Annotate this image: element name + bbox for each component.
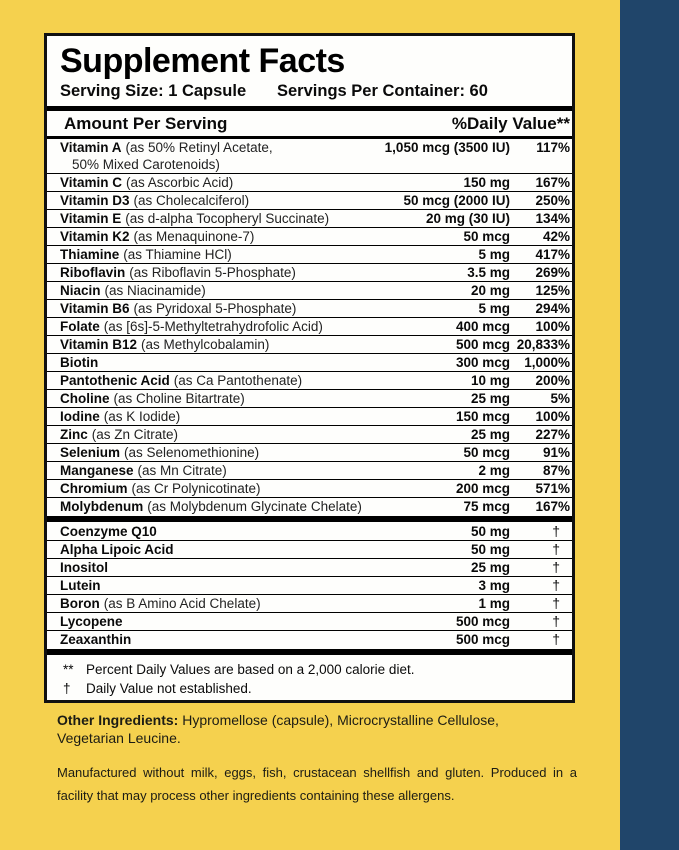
nutrient-name: Thiamine (60, 247, 120, 262)
thick-divider-bottom (47, 649, 572, 655)
supplement-facts-panel (44, 33, 575, 703)
nutrient-form: (as Thiamine HCl) (123, 247, 232, 262)
footnote-daily-values (63, 660, 560, 679)
nutrient-form: (as Ca Pantothenate) (173, 373, 303, 388)
nutrient-row (47, 612, 572, 630)
nutrient-amount: 20 mg (470, 283, 510, 298)
nutrient-amount: 500 mcg (455, 632, 510, 647)
nutrient-amount: 25 mg (470, 560, 510, 575)
nutrient-form: (as Pyridoxal 5-Phosphate) (133, 301, 297, 316)
nutrient-table-section-2 (47, 523, 572, 648)
nutrient-name: Selenium (60, 445, 121, 460)
nutrient-amount: 3.5 mg (467, 265, 510, 280)
nutrient-amount: 200 mcg (455, 481, 510, 496)
nutrient-daily-value: 167% (535, 175, 570, 190)
other-ingredients-text: Hypromellose (capsule), Microcrystalline Cellulose, Vegetarian Leucine. (57, 712, 499, 746)
nutrient-row (47, 227, 572, 245)
nutrient-daily-value: 294% (535, 301, 570, 316)
nutrient-row (47, 461, 572, 479)
nutrient-amount: 3 mg (478, 578, 510, 593)
nutrient-daily-value: † (552, 523, 560, 539)
nutrient-form: (as B Amino Acid Chelate) (103, 596, 261, 611)
nutrient-name: Vitamin K2 (60, 229, 130, 244)
nutrient-row (47, 281, 572, 299)
nutrient-form: (as Ascorbic Acid) (126, 175, 234, 190)
nutrient-row (47, 576, 572, 594)
serving-info-row (60, 81, 560, 102)
nutrient-amount: 25 mg (470, 391, 510, 406)
nutrient-amount: 50 mcg (463, 445, 510, 460)
serving-size: Serving Size: 1 Capsule (60, 82, 247, 100)
nutrient-name: Vitamin D3 (60, 193, 130, 208)
nutrient-row (47, 173, 572, 191)
nutrient-row (47, 245, 572, 263)
amount-column-header: Amount Per Serving (64, 114, 228, 133)
nutrient-form: (as Methylcobalamin) (141, 337, 270, 352)
nutrient-row (47, 630, 572, 648)
other-ingredients-label: Other Ingredients: (57, 712, 179, 728)
nutrient-daily-value: 42% (542, 229, 570, 244)
nutrient-row (47, 594, 572, 612)
nutrient-name: Vitamin E (60, 211, 122, 226)
nutrient-row (47, 540, 572, 558)
nutrient-daily-value: 100% (535, 409, 570, 424)
nutrient-daily-value: † (552, 541, 560, 557)
nutrient-amount: 75 mcg (463, 499, 510, 514)
nutrient-daily-value: 117% (536, 140, 570, 155)
nutrient-daily-value: 269% (535, 265, 570, 280)
nutrient-row (47, 263, 572, 281)
nutrient-form: (as Mn Citrate) (137, 463, 227, 478)
footnote-text: Percent Daily Values are based on a 2,000 calorie diet. (86, 662, 415, 677)
nutrient-row (47, 299, 572, 317)
nutrient-row (47, 139, 572, 173)
nutrient-amount: 20 mg (30 IU) (425, 211, 510, 226)
nutrient-name: Lutein (60, 578, 101, 593)
nutrient-name: Folate (60, 319, 100, 334)
nutrient-name: Manganese (60, 463, 134, 478)
nutrient-daily-value: 227% (535, 427, 570, 442)
nutrient-row (47, 479, 572, 497)
nutrient-daily-value: 134% (535, 211, 570, 226)
nutrient-amount: 500 mcg (455, 337, 510, 352)
nutrient-row (47, 335, 572, 353)
footnote-text: Daily Value not established. (86, 681, 252, 696)
nutrient-name: Chromium (60, 481, 128, 496)
nutrient-amount: 300 mcg (455, 355, 510, 370)
thick-divider-middle (47, 516, 572, 522)
nutrient-daily-value: † (552, 577, 560, 593)
nutrient-row (47, 353, 572, 371)
nutrient-name: Biotin (60, 355, 99, 370)
nutrient-name: Pantothenic Acid (60, 373, 170, 388)
nutrient-name: Vitamin B12 (60, 337, 138, 352)
nutrient-form: (as Riboflavin 5-Phosphate) (129, 265, 296, 280)
nutrient-amount: 5 mg (478, 301, 510, 316)
nutrient-daily-value: † (552, 559, 560, 575)
nutrient-amount: 400 mcg (455, 319, 510, 334)
nutrient-name: Vitamin C (60, 175, 123, 190)
nutrient-daily-value: 91% (542, 445, 570, 460)
other-ingredients (57, 712, 537, 747)
nutrient-name: Inositol (60, 560, 108, 575)
nutrient-amount: 50 mg (470, 542, 510, 557)
nutrient-form: (as 50% Retinyl Acetate, (125, 140, 273, 155)
nutrient-daily-value: 125% (535, 283, 570, 298)
nutrient-daily-value: 417% (535, 247, 570, 262)
nutrient-name: Alpha Lipoic Acid (60, 542, 174, 557)
nutrient-daily-value: 571% (535, 481, 570, 496)
nutrient-daily-value: † (552, 613, 560, 629)
nutrient-row (47, 371, 572, 389)
nutrient-name: Coenzyme Q10 (60, 524, 157, 539)
nutrient-row (47, 443, 572, 461)
nutrient-form: (as Niacinamide) (104, 283, 206, 298)
nutrient-form: (as K Iodide) (103, 409, 181, 424)
panel-title: Supplement Facts (60, 42, 345, 80)
nutrient-row (47, 425, 572, 443)
nutrient-row (47, 191, 572, 209)
nutrient-form: (as Cholecalciferol) (133, 193, 250, 208)
nutrient-name: Riboflavin (60, 265, 126, 280)
nutrient-row (47, 558, 572, 576)
nutrient-daily-value: 87% (542, 463, 570, 478)
footnote-marker-dagger: † (63, 681, 71, 696)
nutrient-form: (as Cr Polynicotinate) (131, 481, 261, 496)
nutrient-amount: 50 mcg (2000 IU) (403, 193, 510, 208)
servings-per-container: Servings Per Container: 60 (277, 82, 488, 100)
nutrient-name: Zinc (60, 427, 88, 442)
nutrient-amount: 25 mg (470, 427, 510, 442)
nutrient-amount: 5 mg (478, 247, 510, 262)
nutrient-daily-value: † (552, 595, 560, 611)
nutrient-name: Choline (60, 391, 110, 406)
nutrient-table-section-1 (47, 139, 572, 515)
nutrient-form: (as Molybdenum Glycinate Chelate) (147, 499, 362, 514)
nutrient-row (47, 497, 572, 515)
right-accent-stripe (620, 0, 679, 850)
nutrient-name: Niacin (60, 283, 101, 298)
nutrient-row (47, 407, 572, 425)
nutrient-row (47, 389, 572, 407)
nutrient-amount: 1 mg (478, 596, 510, 611)
nutrient-daily-value: 250% (535, 193, 570, 208)
nutrient-amount: 10 mg (470, 373, 510, 388)
footnotes (63, 660, 560, 698)
nutrient-name: Lycopene (60, 614, 123, 629)
nutrient-row (47, 209, 572, 227)
nutrient-daily-value: 5% (550, 391, 570, 406)
nutrient-amount: 150 mg (463, 175, 510, 190)
footnote-marker-asterisks: ** (63, 662, 74, 677)
nutrient-form: (as Zn Citrate) (91, 427, 179, 442)
nutrient-form: (as d-alpha Tocopheryl Succinate) (125, 211, 330, 226)
nutrient-amount: 50 mg (470, 524, 510, 539)
nutrient-form: (as [6s]-5-Methyltetrahydrofolic Acid) (103, 319, 323, 334)
daily-value-column-header: %Daily Value** (451, 114, 570, 133)
nutrient-amount: 2 mg (478, 463, 510, 478)
nutrient-amount: 150 mcg (455, 409, 510, 424)
nutrient-name: Boron (60, 596, 100, 611)
footnote-dagger (63, 679, 560, 698)
nutrient-daily-value: 200% (535, 373, 570, 388)
nutrient-daily-value: † (552, 631, 560, 647)
nutrient-daily-value: 1,000% (524, 355, 570, 370)
column-header-row (64, 111, 570, 136)
nutrient-daily-value: 100% (535, 319, 570, 334)
nutrient-row (47, 317, 572, 335)
nutrient-daily-value: 167% (535, 499, 570, 514)
nutrient-name: Molybdenum (60, 499, 144, 514)
nutrient-amount: 1,050 mcg (3500 IU) (384, 140, 510, 155)
nutrient-name: Zeaxanthin (60, 632, 132, 647)
nutrient-form: (as Menaquinone-7) (133, 229, 255, 244)
nutrient-form: (as Choline Bitartrate) (113, 391, 245, 406)
nutrient-row (47, 523, 572, 540)
nutrient-name: Vitamin B6 (60, 301, 130, 316)
nutrient-name: Vitamin A (60, 140, 122, 155)
nutrient-form-line2: 50% Mixed Carotenoids) (72, 157, 220, 172)
nutrient-form: (as Selenomethionine) (124, 445, 260, 460)
nutrient-daily-value: 20,833% (516, 337, 570, 352)
nutrient-amount: 500 mcg (455, 614, 510, 629)
allergen-statement: Manufactured without milk, eggs, fish, crustacean shellfish and gluten. Produced in a facility that may process other ingredients containing these allergens. (57, 765, 577, 803)
nutrient-amount: 50 mcg (463, 229, 510, 244)
nutrient-name: Iodine (60, 409, 100, 424)
